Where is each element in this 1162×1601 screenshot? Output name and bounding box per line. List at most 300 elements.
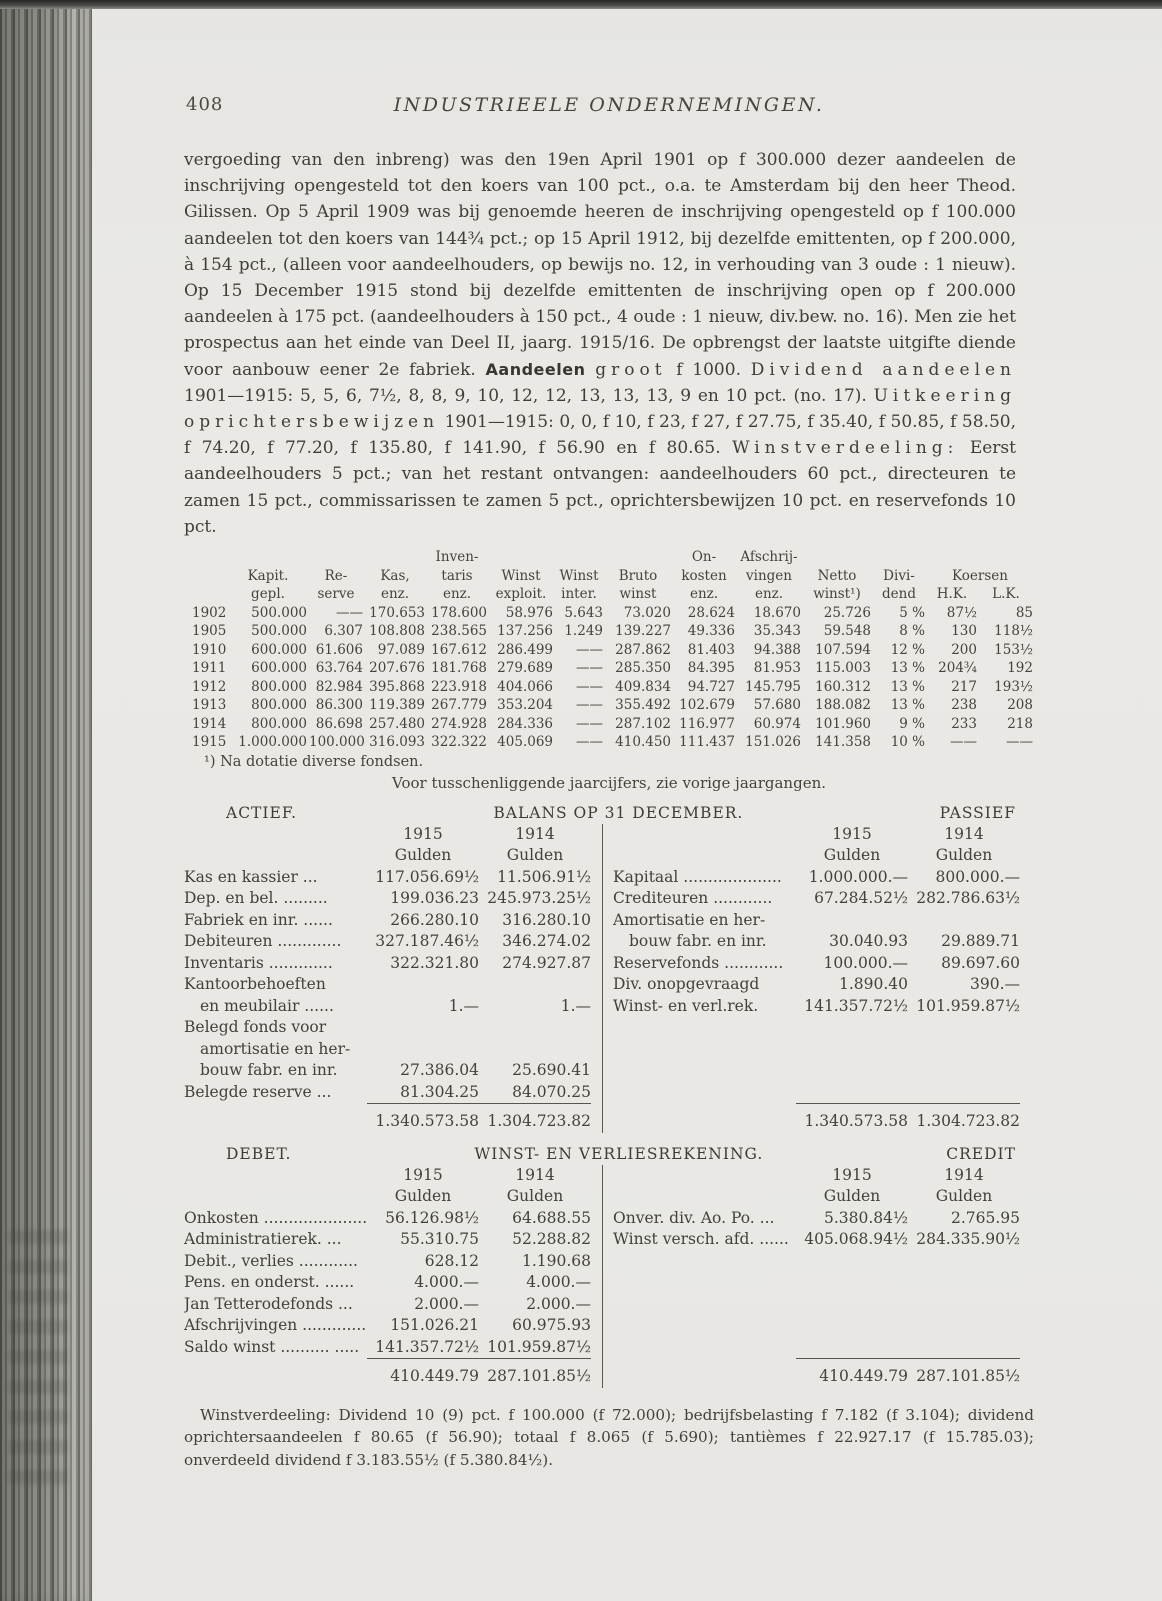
value-cell: 800.000 [251,697,307,714]
table-header-cell [184,585,228,604]
value-cell: 223.918 [431,678,487,695]
ledger-row [184,888,591,910]
value-cell: 1.249 [564,623,603,640]
table-header-cell: Kapit. [247,567,289,584]
value-cell: 170.653 [369,604,425,621]
ledger-value-1914: 25.690.41 [512,1061,591,1080]
value-cell: 192 [1007,660,1033,677]
ledger-row [184,1082,591,1104]
table-header-cell: enz. [380,586,410,603]
ledger-value-1915: 1.890.40 [838,975,908,994]
ledger-value-1914 [908,910,1020,932]
table-header-cell: taris [441,567,473,584]
table-row [184,641,1034,660]
ledger-row [184,1272,591,1294]
ledger-value-1914: 60.975.93 [512,1316,591,1335]
value-cell: 800.000 [251,678,307,695]
value-cell: 395.868 [369,678,425,695]
ledger-value-1914: 84.070.25 [512,1082,591,1101]
debet-total-1915: 410.449.79 [390,1367,479,1386]
table-header-cell [488,548,554,567]
value-cell: 322.322 [431,734,487,751]
credit-currency-header [613,1186,1020,1208]
value-cell: 107.594 [815,641,871,658]
ledger-label: Onver. div. Ao. Po. ... [613,1208,775,1227]
table-header-cell: Koersen [952,567,1008,584]
ledger-value-1915: 141.357.72½ [375,1337,479,1356]
table-header-row [184,585,1034,604]
ledger-value-1914 [479,974,591,996]
year-1915-label: 1915 [403,1165,443,1184]
value-cell: 57.680 [753,697,801,714]
ledger-row [184,1060,591,1082]
value-cell: 1.000.000 [238,734,307,751]
year-1915-label: 1915 [832,824,872,843]
value-cell: 94.727 [687,678,735,695]
credit-title: CREDIT [946,1144,1016,1163]
value-cell: 28.624 [687,604,735,621]
table-row [184,733,1034,752]
ledger-label: Belegd fonds voor [184,1018,327,1037]
financial-history-table-body [184,604,1034,752]
actief-year-header [184,824,591,846]
value-cell: 87½ [946,604,977,621]
value-cell: 118½ [994,623,1033,640]
value-cell: 25.726 [823,604,871,621]
value-cell: 100.000 [309,734,365,751]
value-cell: —— [576,715,603,732]
credit-total-1915: 410.449.79 [819,1367,908,1386]
value-cell: 141.358 [815,734,871,751]
value-cell: 500.000 [251,623,307,640]
ledger-row [184,910,591,932]
ledger-row [184,953,591,975]
passief-currency-header [613,845,1020,867]
debet-title: DEBET. [226,1144,292,1163]
ledger-label: amortisatie en her- [200,1039,351,1058]
ledger-value-1915: 405.068.94½ [804,1230,908,1249]
ledger-row [613,910,1020,932]
value-cell: 139.227 [615,623,671,640]
value-cell: —— [336,604,363,621]
value-cell: 116.977 [679,715,735,732]
table-header-cell [554,548,604,567]
ledger-row [184,1039,591,1061]
table-header-row [184,567,1034,586]
value-cell: 178.600 [431,604,487,621]
table-header-cell: Bruto [618,567,658,584]
gulden-label: Gulden [823,1187,881,1206]
value-cell: 167.612 [431,641,487,658]
value-cell: 18.670 [753,604,801,621]
running-header-title: INDUSTRIEELE ONDERNEMINGEN. [393,94,825,116]
ledger-row [613,888,1020,910]
ledger-row [184,1208,591,1230]
value-cell: 130 [951,623,977,640]
ledger-value-1914: 29.889.71 [941,932,1020,951]
ledger-value-1915: 628.12 [424,1251,479,1270]
year-cell: 1910 [192,641,227,658]
financial-history-table-header [184,548,1034,604]
ledger-value-1915 [367,974,479,996]
paragraph-text-5: Eerst aandeelhouders 5 pct.; van het restant ontvangen: aandeelhouders 60 pct., directeuren te zamen 15 pct., commissarissen te zamen 5 pct., oprichtersbewijzen 10 pct. en reservefonds 10 pct. [184,438,1016,537]
value-cell: 97.089 [377,641,425,658]
table-header-cell: enz. [442,586,472,603]
year-1914-label: 1914 [515,824,555,843]
ledger-value-1915: 55.310.75 [400,1230,479,1249]
ledger-value-1915 [367,1039,479,1061]
value-cell: 101.960 [815,715,871,732]
table-header-cell: Divi- [883,567,915,584]
value-cell: 285.350 [615,660,671,677]
balans-center-divider [602,824,603,1133]
value-cell: 353.204 [497,697,553,714]
table-header-cell [872,548,926,567]
table-header-cell [228,548,308,567]
ledger-row [184,1017,591,1039]
actief-column [184,824,591,1133]
gulden-label: Gulden [935,1187,993,1206]
page-number: 408 [186,94,224,115]
ledger-value-1915: 5.380.84½ [823,1208,908,1227]
ledger-label: Debit., verlies ............ [184,1251,358,1270]
actief-total-1914: 1.304.723.82 [487,1112,591,1131]
value-cell: 153½ [994,641,1033,658]
ledger-value-1915: 266.280.10 [390,910,479,929]
value-cell: 6.307 [324,623,363,640]
ledger-value-1914: 2.765.95 [950,1208,1020,1227]
table-header-cell: On- [691,549,717,566]
year-cell: 1911 [192,660,227,677]
table-header-cell [308,548,364,567]
page-header [184,94,1034,120]
table-footnote: ¹) Na dotatie diverse fondsen. [204,753,424,770]
value-cell: 86.300 [315,697,363,714]
year-1914-label: 1914 [944,1165,984,1184]
value-cell: 119.389 [369,697,425,714]
table-header-cell: gepl. [251,586,285,603]
table-row [184,604,1034,623]
table-header-cell: Winst [559,567,599,584]
table-header-cell [802,548,872,567]
value-cell: 355.492 [615,697,671,714]
debet-rows [184,1208,591,1359]
gulden-label: Gulden [394,1187,452,1206]
debet-column [184,1165,591,1388]
value-cell: 188.082 [815,697,871,714]
table-header-cell [184,567,228,586]
ledger-label: Reservefonds ............ [613,953,784,972]
value-cell: 8 % [899,623,925,640]
table-header-cell [926,548,978,567]
value-cell: 409.834 [615,678,671,695]
value-cell: 238.565 [431,623,487,640]
value-cell: 405.069 [497,734,553,751]
intermediate-years-note: Voor tusschenliggende jaarcijfers, zie vorige jaargangen. [392,773,826,792]
ledger-label: Kas en kassier ... [184,867,318,886]
value-cell: 102.679 [679,697,735,714]
ledger-row [184,931,591,953]
passief-total-1914: 1.304.723.82 [916,1112,1020,1131]
ledger-value-1915 [796,910,908,932]
value-cell: 600.000 [251,660,307,677]
value-cell: 200 [951,641,977,658]
value-cell: 84.395 [687,660,735,677]
ledger-row [184,1229,591,1251]
table-header-cell [604,548,672,567]
value-cell: —— [576,697,603,714]
value-cell: —— [950,734,977,751]
ledger-value-1914: 390.— [969,975,1020,994]
ledger-value-1914: 52.288.82 [512,1230,591,1249]
ledger-label: bouw fabr. en inr. [629,932,767,951]
year-1915-label: 1915 [403,824,443,843]
winst-section-titles [184,1145,1034,1163]
paragraph-text-3: 1901—1915: 5, 5, 6, 7½, 8, 8, 9, 10, 12, 12, 13, 13, 13, 9 en 10 pct. (no. 17). [184,385,874,406]
passief-rows [613,867,1020,1018]
year-cell: 1905 [192,623,227,640]
year-cell: 1902 [192,604,227,621]
ledger-label: Pens. en onderst. ...... [184,1273,355,1292]
value-cell: 82.984 [315,678,363,695]
ledger-value-1914: 800.000.— [935,867,1020,886]
balans-sheet [184,824,1034,1133]
value-cell: 59.548 [823,623,871,640]
ledger-row [184,1294,591,1316]
value-cell: 267.779 [431,697,487,714]
ledger-label: Inventaris ............. [184,953,333,972]
year-cell: 1914 [192,715,227,732]
value-cell: 81.953 [753,660,801,677]
company-description-paragraph [184,147,1016,540]
table-header-cell: kosten [681,567,727,584]
ledger-value-1915: 67.284.52½ [814,889,908,908]
actief-total-1915: 1.340.573.58 [375,1112,479,1131]
ledger-row [184,1315,591,1337]
table-row [184,622,1034,641]
value-cell: 800.000 [251,715,307,732]
ledger-row [184,867,591,889]
ledger-label: Kantoorbehoeften [184,975,326,994]
ledger-value-1914: 64.688.55 [512,1208,591,1227]
ledger-row [613,1208,1020,1230]
credit-year-header [613,1165,1020,1187]
ledger-row [613,931,1020,953]
actief-rows [184,867,591,1104]
ledger-row [613,996,1020,1018]
table-header-cell: Inven- [435,549,479,566]
ledger-value-1914: 101.959.87½ [916,996,1020,1015]
value-cell: 49.336 [687,623,735,640]
value-cell: 108.808 [369,623,425,640]
passief-column [613,824,1020,1133]
value-cell: —— [576,734,603,751]
ledger-label: Jan Tetterodefonds ... [184,1294,353,1313]
value-cell: 9 % [899,715,925,732]
value-cell: 145.795 [745,678,801,695]
value-cell: 160.312 [815,678,871,695]
financial-history-table [184,548,1034,752]
table-header-cell [364,548,426,567]
value-cell: 208 [1007,697,1033,714]
value-cell: —— [576,641,603,658]
value-cell: 151.026 [745,734,801,751]
ledger-row [613,867,1020,889]
ledger-value-1915: 100.000.— [823,953,908,972]
value-cell: 13 % [890,697,925,714]
year-cell: 1913 [192,697,227,714]
table-header-cell: Re- [324,567,348,584]
ledger-value-1915: 1.000.000.— [808,867,908,886]
paragraph-text-4: 1901—1915: 0, 0, f 10, f 23, f 27, f 27.75, f 35.40, f 50.85, f 58.50, f 74.20, f 77.20, f 135.80, f 141.90, f 56.90 en f 80.65. [184,412,1016,459]
year-cell: 1915 [192,734,227,751]
value-cell: 287.862 [615,641,671,658]
table-header-cell: enz. [689,586,719,603]
ledger-value-1915: 141.357.72½ [804,996,908,1015]
ledger-label: Dep. en bel. ......... [184,889,328,908]
table-header-cell: Netto [817,567,857,584]
ledger-value-1914: 245.973.25½ [487,889,591,908]
table-header-cell: H.K. [936,586,968,603]
winst-center-divider [602,1165,603,1388]
year-cell: 1912 [192,678,227,695]
table-header-row [184,548,1034,567]
ledger-value-1915: 4.000.— [414,1273,479,1292]
ledger-label: Amortisatie en her- [613,910,766,929]
value-cell: 404.066 [497,678,553,695]
winst-verlies-sheet [184,1165,1034,1388]
ledger-label: en meubilair ...... [200,996,334,1015]
ledger-label: Winst versch. afd. ...... [613,1230,789,1249]
table-header-cell [978,548,1034,567]
winstverdeeling-paragraph: Winstverdeeling: Dividend 10 (9) pct. f 100.000 (f 72.000); bedrijfsbelasting f 7.182 (f 3.104); dividend oprichtersaandeelen f 80.65 (f 56.90); totaal f 8.065 (f 5.690); tantièmes f 22.927.17 (f 15.785.03); onverdeeld dividend f 3.183.55½ (f 5.380.84½). [184,1405,1034,1469]
table-header-cell: vingen [746,567,792,584]
gulden-label: Gulden [394,846,452,865]
value-cell: 284.336 [497,715,553,732]
ledger-value-1914: 1.190.68 [521,1251,591,1270]
ledger-row [184,1337,591,1359]
ledger-value-1915: 1.— [448,996,479,1015]
ledger-value-1914: 2.000.— [526,1294,591,1313]
ledger-value-1914: 11.506.91½ [497,867,591,886]
paragraph-text-1: vergoeding van den inbreng) was den 19en April 1901 op f 300.000 dezer aandeelen de inschrijving opengesteld tot den koers van 100 pct., o.a. te Amsterdam bij den heer Theod. Gilissen. Op 5 April 1909 was bij genoemde heeren de inschrijving opengesteld op f 100.000 aandeelen tot den koers van 144¾ pct.; op 15 April 1912, bij dezelfde emittenten, op f 200.000, à 154 pct., (alleen voor aandeelhouders, op bewijs no. 12, in verhouding van 3 oude : 1 nieuw). Op 15 December 1915 stond bij dezelfde emittenten de inschrijving open op f 200.000 aandeelen à 175 pct. (aandeelhouders à 150 pct., 4 oude : 1 nieuw, div.bew. no. 16). Men zie het prospectus aan het einde van Deel II, jaarg. 1915/16. De opbrengst der laatste uitgifte diende voor aanbouw eener 2e fabriek. [184,150,1016,380]
value-cell: 287.102 [615,715,671,732]
value-cell: 73.020 [623,604,671,621]
balans-section-titles [184,804,1034,822]
value-cell: 137.256 [497,623,553,640]
value-cell: 316.093 [369,734,425,751]
spaced-phrase-dividend-aandeelen: Dividend aandeelen [750,359,1017,380]
gulden-label: Gulden [935,846,993,865]
value-cell: 86.698 [315,715,363,732]
value-cell: 94.388 [753,641,801,658]
ledger-value-1914 [479,1017,591,1039]
ledger-label: bouw fabr. en inr. [200,1061,338,1080]
table-row [184,659,1034,678]
value-cell: 207.676 [369,660,425,677]
value-cell: 111.437 [679,734,735,751]
ledger-value-1914 [479,1039,591,1061]
value-cell: 13 % [890,660,925,677]
ledger-value-1915: 56.126.98½ [385,1208,479,1227]
spaced-phrase-winstverdeeling: Winstverdeeling: [732,438,959,459]
ledger-value-1915: 151.026.21 [390,1316,479,1335]
ledger-value-1914: 4.000.— [526,1273,591,1292]
ledger-value-1915: 199.036.23 [390,889,479,908]
debet-total-row [184,1358,591,1388]
ledger-value-1914: 89.697.60 [941,953,1020,972]
ledger-value-1915: 2.000.— [414,1294,479,1313]
table-header-cell: winst [619,586,657,603]
table-header-cell [184,548,228,567]
ledger-value-1914: 1.— [560,996,591,1015]
ledger-label: Afschrijvingen ............. [184,1316,367,1335]
value-cell: 12 % [890,641,925,658]
table-header-cell: serve [317,586,355,603]
value-cell: 5 % [899,604,925,621]
paragraph-text-2: f 1000. [666,359,751,380]
value-cell: —— [576,660,603,677]
value-cell: 81.403 [687,641,735,658]
spaced-phrase-uitkeering: Uitkeering oprichtersbewijzen [184,385,1016,433]
value-cell: 13 % [890,678,925,695]
table-row [184,696,1034,715]
gulden-label: Gulden [506,1187,564,1206]
credit-total-1914: 287.101.85½ [916,1367,1020,1386]
value-cell: 115.003 [815,660,871,677]
ledger-label: Saldo winst .......... ..... [184,1337,360,1356]
value-cell: 60.974 [753,715,801,732]
table-header-cell: inter. [561,586,597,603]
ledger-value-1914: 274.927.87 [502,953,591,972]
passief-title: PASSIEF [939,803,1016,822]
debet-total-1914: 287.101.85½ [487,1367,591,1386]
ledger-label: Belegde reserve ... [184,1082,332,1101]
value-cell: 5.643 [564,604,603,621]
table-header-cell: dend [882,586,916,603]
ledger-value-1915: 327.187.46½ [375,932,479,951]
winst-verliesrekening-title: WINST- EN VERLIESREKENING. [474,1144,764,1163]
page-content [184,0,1034,1471]
ledger-label: Winst- en verl.rek. [613,996,759,1015]
value-cell: 35.343 [753,623,801,640]
ledger-value-1915: 30.040.93 [829,932,908,951]
aandeelen-bold-heading: Aandeelen [485,359,586,379]
debet-year-header [184,1165,591,1187]
ledger-label: Crediteuren ............ [613,889,773,908]
credit-rows [613,1208,1020,1251]
ledger-row [184,1251,591,1273]
table-header-cell: L.K. [992,586,1020,603]
bleed-through-text-smudge [8,1230,68,1490]
value-cell: 61.606 [315,641,363,658]
ledger-label: Fabriek en inr. ...... [184,910,333,929]
ledger-value-1914: 316.280.10 [502,910,591,929]
ledger-value-1915: 27.386.04 [400,1061,479,1080]
ledger-row [613,1229,1020,1251]
gulden-label: Gulden [823,846,881,865]
ledger-value-1914: 101.959.87½ [487,1337,591,1356]
ledger-value-1915 [367,1017,479,1039]
value-cell: —— [576,678,603,695]
value-cell: 85 [1015,604,1033,621]
ledger-value-1914: 284.335.90½ [916,1230,1020,1249]
actief-currency-header [184,845,591,867]
spaced-word-groot: groot [595,359,667,380]
balans-title: BALANS OP 31 DECEMBER. [493,803,744,822]
table-header-cell: enz. [754,586,784,603]
ledger-row [613,953,1020,975]
